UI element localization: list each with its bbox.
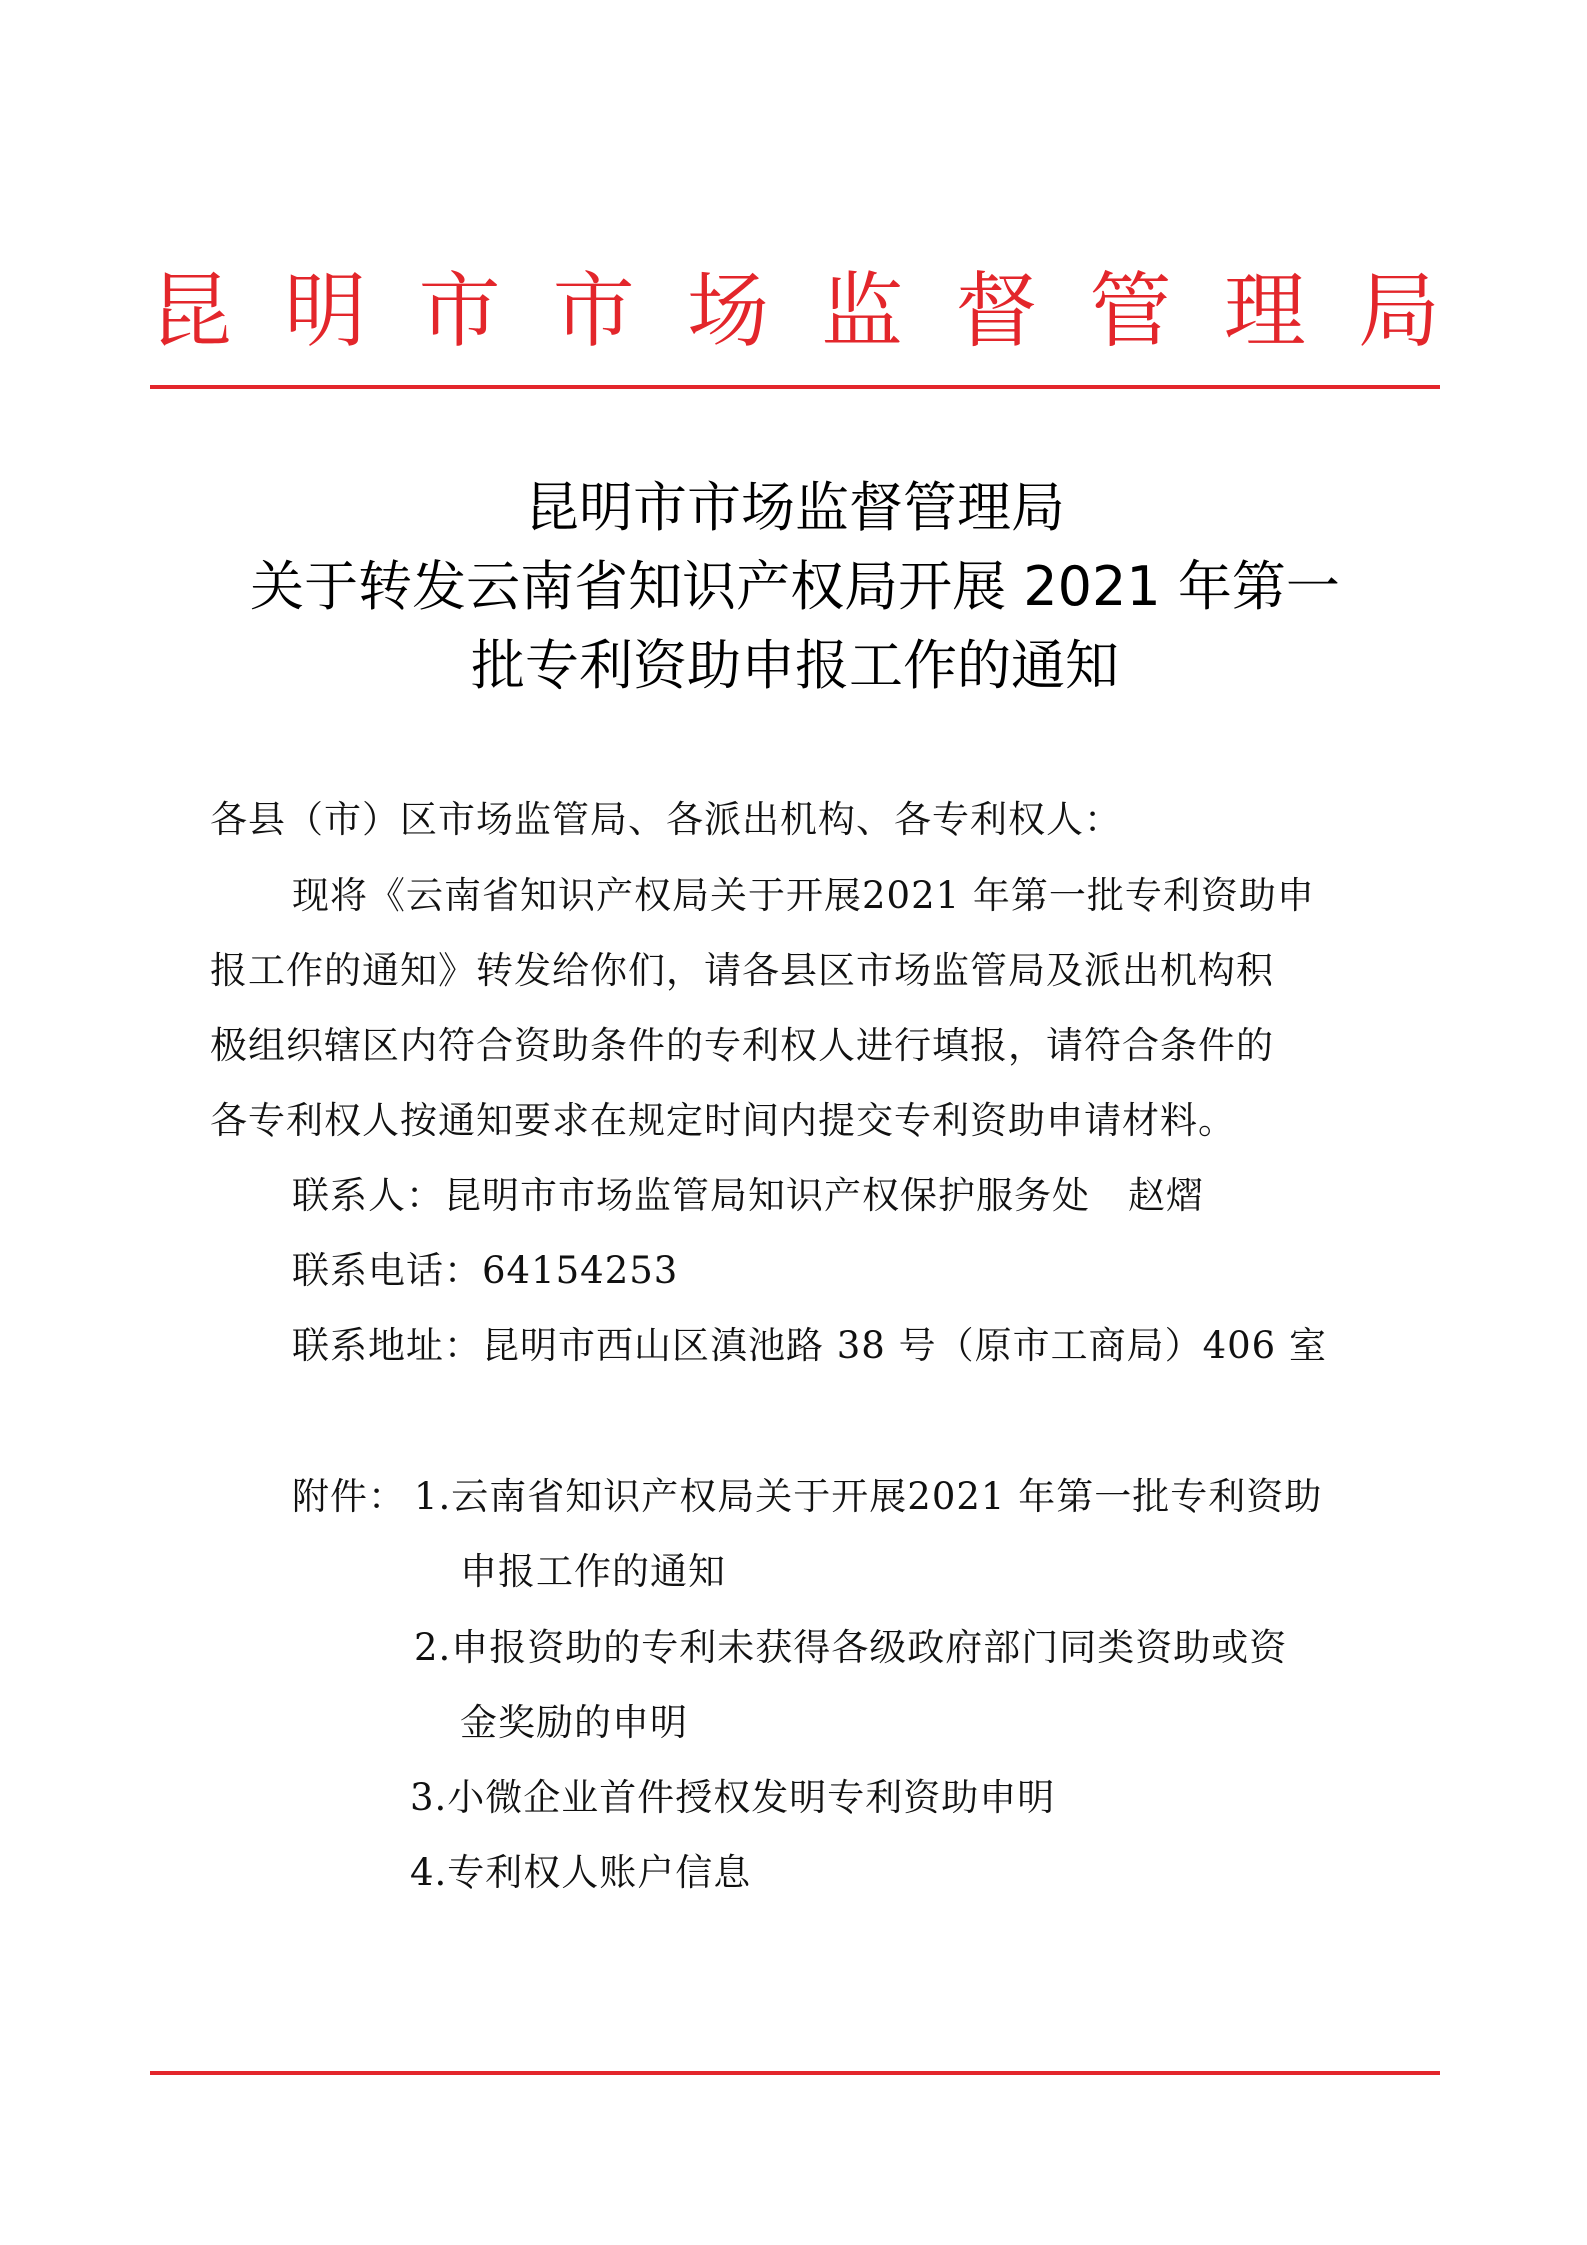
masthead-char: 理 <box>1223 264 1306 359</box>
attachment-item-2-line-1: 2.申报资助的专利未获得各级政府部门同类资助或资 <box>414 1626 1288 1669</box>
title-line-1: 昆明市市场监督管理局 <box>525 476 1065 539</box>
masthead-char: 管 <box>1089 264 1172 359</box>
attachment-item-1-line-2: 申报工作的通知 <box>460 1550 726 1593</box>
masthead-char: 昆 <box>150 264 233 359</box>
contact-phone: 联系电话：64154253 <box>292 1249 679 1292</box>
attachments-label: 附件： <box>292 1475 406 1518</box>
masthead-divider <box>150 385 1440 389</box>
document-title <box>150 468 1440 705</box>
title-line-3: 批专利资助申报工作的通知 <box>471 634 1119 697</box>
attachment-item-2-line-2: 金奖励的申明 <box>460 1701 688 1744</box>
attachment-item-3: 3.小微企业首件授权发明专利资助申明 <box>410 1776 1056 1819</box>
masthead-char: 明 <box>284 264 367 359</box>
paragraph-line-3: 极组织辖区内符合资助条件的专利权人进行填报，请符合条件的 <box>210 1024 1274 1067</box>
attachment-item-4: 4.专利权人账户信息 <box>410 1851 752 1894</box>
contact-address: 联系地址：昆明市西山区滇池路 38 号（原市工商局）406 室 <box>292 1324 1327 1367</box>
masthead-char: 市 <box>418 264 501 359</box>
attachment-item-1-line-1: 1.云南省知识产权局关于开展2021 年第一批专利资助 <box>414 1475 1323 1518</box>
contact-person: 联系人：昆明市市场监管局知识产权保护服务处 赵熠 <box>292 1174 1204 1217</box>
masthead <box>150 262 1440 362</box>
masthead-char: 督 <box>955 264 1038 359</box>
paragraph-line-2: 报工作的通知》转发给你们，请各县区市场监管局及派出机构积 <box>210 949 1274 992</box>
paragraph-line-1: 现将《云南省知识产权局关于开展2021 年第一批专利资助申 <box>292 874 1315 917</box>
title-line-2: 关于转发云南省知识产权局开展 2021 年第一 <box>250 555 1340 618</box>
salutation: 各县（市）区市场监管局、各派出机构、各专利权人： <box>210 798 1122 841</box>
paragraph-line-4: 各专利权人按通知要求在规定时间内提交专利资助申请材料。 <box>210 1099 1236 1142</box>
footer-divider <box>150 2071 1440 2075</box>
masthead-char: 市 <box>552 264 635 359</box>
masthead-char: 场 <box>686 264 769 359</box>
masthead-char: 监 <box>821 264 904 359</box>
masthead-char: 局 <box>1357 264 1440 359</box>
